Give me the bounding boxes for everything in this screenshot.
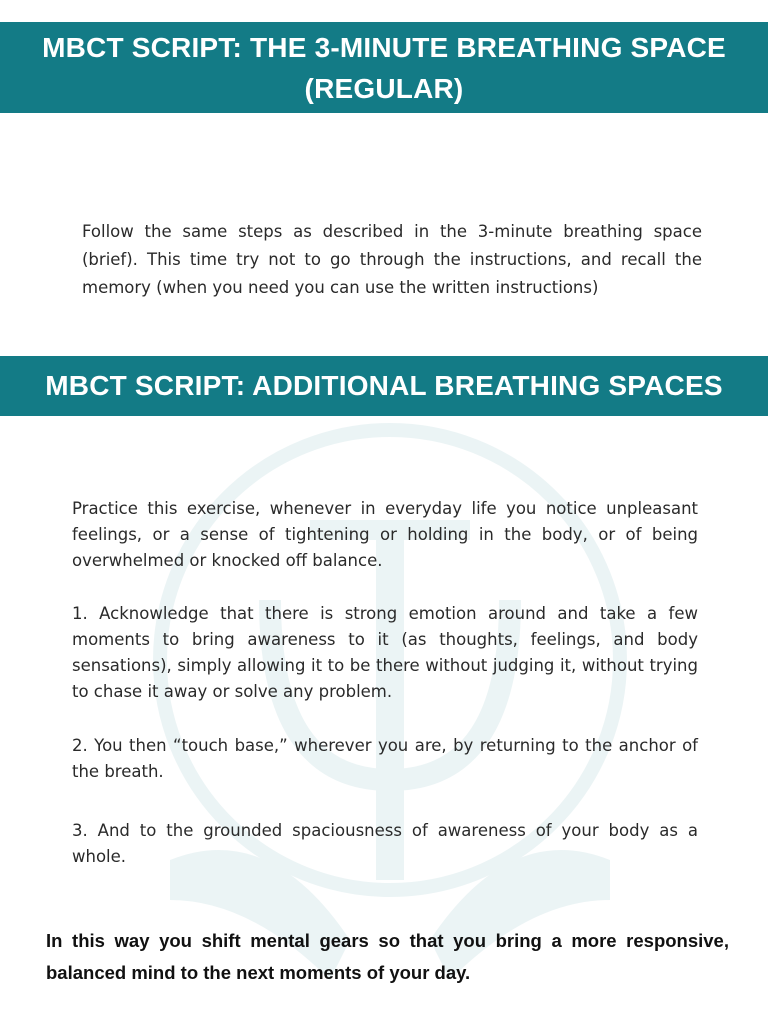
step-3-text: 3. And to the grounded spaciousness of awareness of your body as a whole. [72, 821, 698, 866]
section-2-title: MBCT SCRIPT: ADDITIONAL BREATHING SPACES [45, 370, 723, 401]
section-1-title-line-2: (REGULAR) [304, 73, 464, 104]
closing-statement: In this way you shift mental gears so that you bring a more responsive, balanced mind to the next moments of your day. [46, 930, 729, 983]
step-2-text: 2. You then “touch base,” wherever you are, by returning to the anchor of the breath. [72, 736, 698, 781]
section-1-title-line-1: MBCT SCRIPT: THE 3-MINUTE BREATHING SPACE [42, 32, 726, 63]
step-1-text: 1. Acknowledge that there is strong emotion around and take a few moments to bring awareness to it (as thoughts, feelings, and body sensations), simply allowing it to be there without judging it, without trying to chase it away or solve any problem. [72, 604, 698, 701]
section-2-intro-text: Practice this exercise, whenever in everyday life you notice unpleasant feelings, or a sense of tightening or holding in the body, or of being overwhelmed or knocked off balance. [72, 499, 698, 570]
section-1-title-banner [0, 22, 768, 113]
section-1-body-text: Follow the same steps as described in the 3-minute breathing space (brief). This time try not to go through the instructions, and recall the memory (when you need you can use the written instructions) [82, 222, 702, 297]
section-2-title-banner [0, 356, 768, 416]
